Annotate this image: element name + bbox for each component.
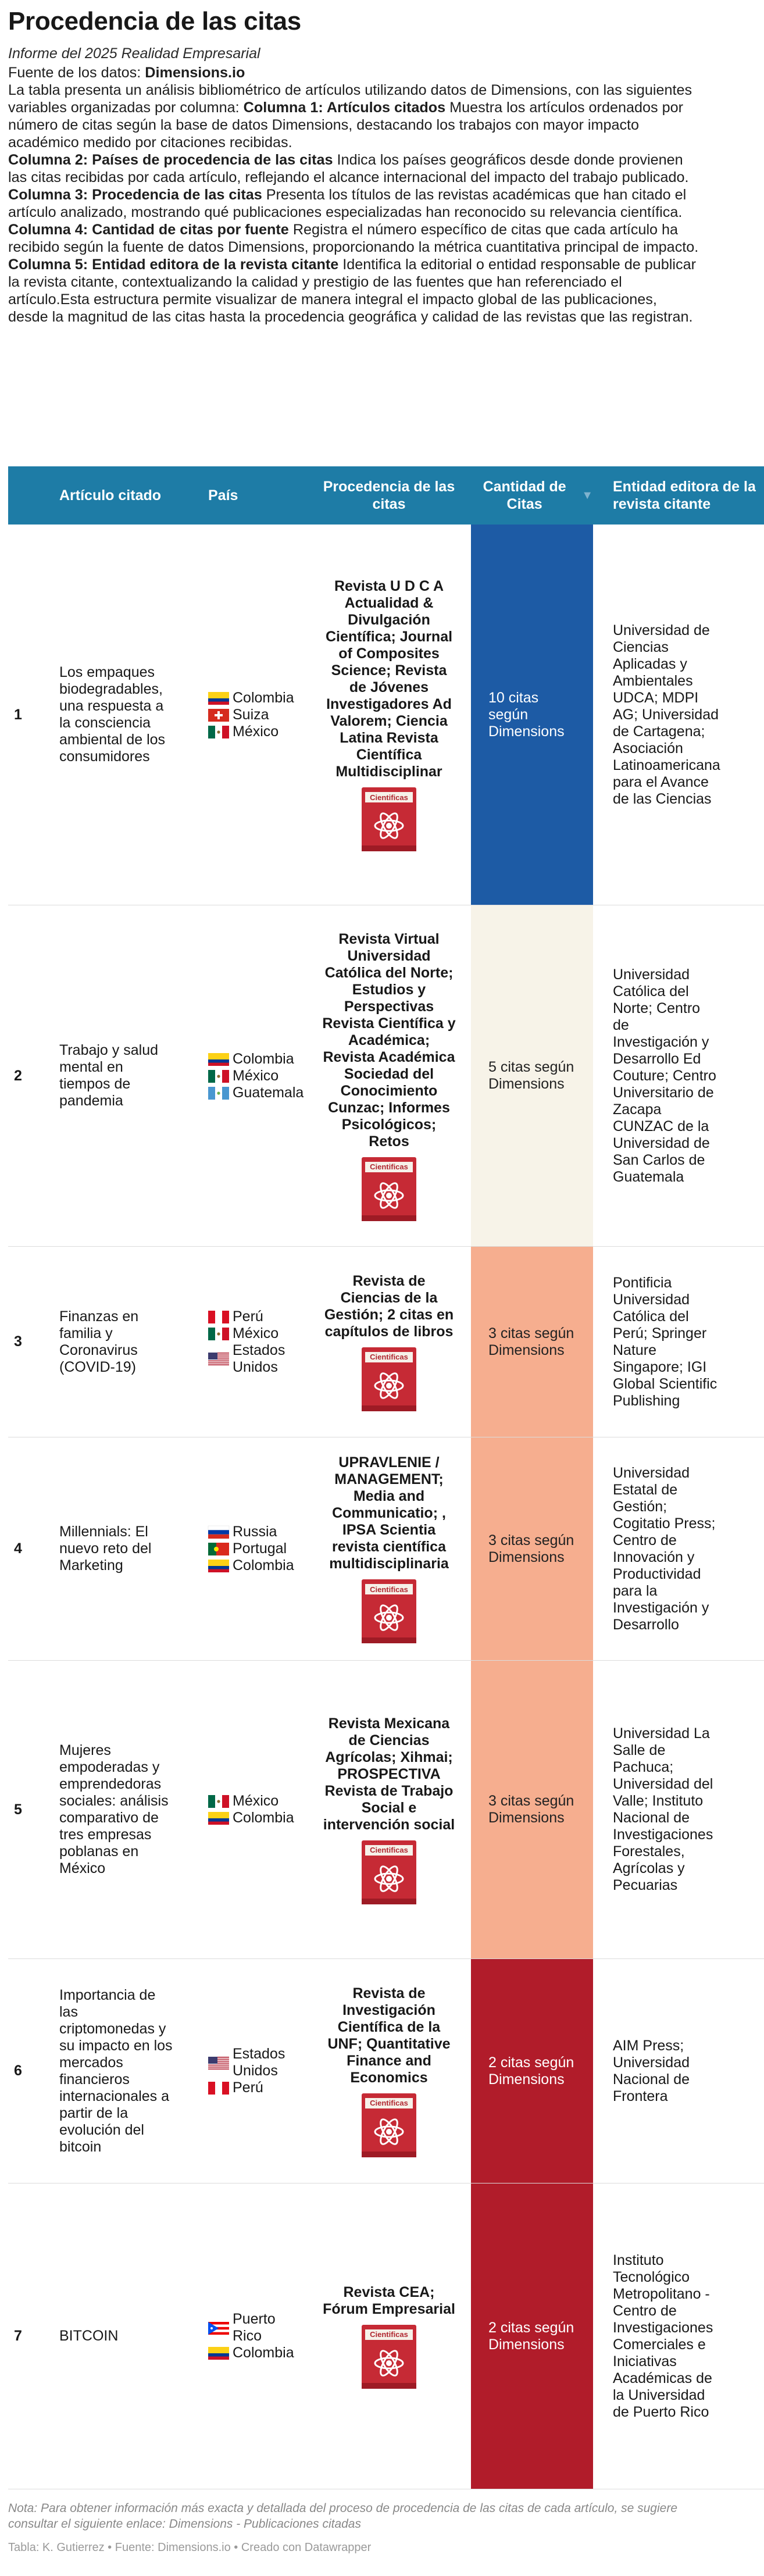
country-peru [208,1308,263,1325]
table-row [8,1247,764,1437]
table-row [8,1437,764,1661]
country-peru [208,2079,263,2096]
procedencia-text: Revista de Ciencias de la Gestión; 2 citas en capítulos de libros [324,1272,454,1340]
entidad-editora: Universidad Católica del Norte; Centro de Investigación y Desarrollo Ed Couture; Centro Universitario de Zacapa CUNZAC de la Universidad de San Carlos de Guatemala [613,966,716,1185]
atom-icon [372,2346,406,2381]
procedencia-cell [322,1959,456,2183]
source-label: Fuente de los datos: [8,65,141,81]
country-name: Colombia [233,1050,294,1067]
country-suiza [208,707,269,723]
cientificas-badge-icon[interactable] [362,787,416,851]
procedencia-cell [322,1247,456,1437]
paises-cell [208,1959,295,2183]
peru-flag-icon [208,2079,233,2096]
cantidad-text: 3 citas según Dimensions [488,1325,574,1358]
country-mexico [208,1325,279,1342]
cientificas-badge-icon[interactable] [362,2093,416,2157]
cantidad-cell [471,1959,593,2183]
table-row [8,1661,764,1959]
peru-flag-icon [208,1308,233,1325]
badge-label: Cientificas [365,2098,413,2108]
country-name: Colombia [233,1810,294,1826]
articulo-citado: Importancia de las criptomonedas y su impacto en los mercados financieros internacionales a partir de la evolución del bitcoin [59,1986,173,2155]
cantidad-text: 2 citas según Dimensions [488,2319,574,2353]
procedencia-text: Revista Mexicana de Ciencias Agrícolas; Xihmai; PROSPECTIVA Revista de Trabajo Social e intervención social [323,1715,455,1833]
intro-col3 [8,186,700,221]
countries-list [208,2311,300,2361]
countries-list [208,1524,300,1574]
procedencia-text: UPRAVLENIE / MANAGEMENT; Media and Communicatio; , IPSA Scientia revista científica multidisciplinaria [329,1454,449,1572]
puertorico-flag-icon [208,2320,233,2336]
articulo-citado: Millennials: El nuevo reto del Marketing [59,1524,152,1574]
country-usa [208,2046,290,2079]
sort-desc-icon: ▼ [581,489,593,502]
intro-paragraph [8,81,700,151]
procedencia-text: Revista Virtual Universidad Católica del Norte; Estudios y Perspectivas Revista Científica y Académica; Revista Académica Sociedad del Conocimiento Cunzac; Informes Psicológicos; Retos [322,930,456,1150]
mexico-flag-icon [208,1325,233,1342]
colombia-flag-icon [208,690,233,707]
cientificas-badge-icon[interactable] [362,1579,416,1643]
country-name: Perú [233,2079,263,2096]
country-name: Puerto Rico [233,2311,276,2344]
articulo-citado: Trabajo y salud mental en tiempos de pandemia [59,1042,158,1109]
suiza-flag-icon [208,707,233,723]
mexico-flag-icon [208,1068,233,1084]
country-name: México [233,1325,279,1341]
country-mexico [208,1793,279,1810]
country-name: Colombia [233,689,294,706]
procedencia-cell [322,525,456,905]
header-procedencia[interactable]: Procedencia de las citas [323,479,455,512]
articulo-citado: Mujeres empoderadas y emprendedoras sociales: análisis comparativo de tres empresas poblanas en México [59,1742,169,1876]
country-mexico [208,1068,279,1084]
cantidad-cell [471,1661,593,1958]
colombia-flag-icon [208,1810,233,1826]
country-name: Colombia [233,1557,294,1574]
country-colombia [208,1051,294,1068]
cantidad-cell [471,905,593,1246]
country-guatemala [208,1084,304,1101]
mexico-flag-icon [208,1793,233,1810]
row-number: 2 [14,1067,22,1084]
countries-list [208,1051,309,1101]
intro-col4-text: Registra el número específico de citas que cada artículo ha recibido según la fuente de datos Dimensions, proporcionando la métrica cuantitativa principal de impacto. [8,222,699,255]
country-name: Russia [233,1524,277,1540]
country-colombia [208,1810,294,1826]
intro-col1-label: Columna 1: Artículos citados [243,99,446,116]
intro-col4-label: Columna 4: Cantidad de citas por fuente [8,222,289,238]
cientificas-badge-icon[interactable] [362,1157,416,1221]
atom-icon [372,2114,406,2149]
intro-col5 [8,256,700,326]
cientificas-badge-icon[interactable] [362,1347,416,1411]
subtitle: Informe del 2025 Realidad Empresarial [8,45,260,62]
badge-label: Cientificas [365,1584,413,1594]
country-usa [208,1342,290,1376]
country-puertorico [208,2311,294,2345]
citations-table [8,466,756,2489]
country-name: México [233,1067,279,1084]
colombia-flag-icon [208,2345,233,2361]
badge-label: Cientificas [365,2329,413,2340]
credit-line: Tabla: K. Gutierrez • Fuente: Dimensions.io • Creado con Datawrapper [8,2541,372,2554]
cientificas-badge-icon[interactable] [362,1840,416,1904]
country-colombia [208,690,294,707]
entidad-editora: Universidad La Salle de Pachuca; Universidad del Valle; Instituto Nacional de Investigaciones Forestales, Agrícolas y Pecuarias [613,1725,713,1893]
badge-label: Cientificas [365,792,413,802]
articulo-citado: Finanzas en familia y Coronavirus (COVID-19) [59,1308,139,1375]
row-number: 6 [14,2063,22,2079]
countries-list [208,2046,295,2096]
cantidad-text: 2 citas según Dimensions [488,2054,574,2088]
country-name: México [233,1793,279,1809]
country-colombia [208,1557,294,1574]
intro-col2 [8,151,700,186]
usa-flag-icon [208,1350,233,1367]
colombia-flag-icon [208,1051,233,1068]
country-russia [208,1524,277,1540]
header-pais[interactable]: País [208,487,238,504]
row-number: 3 [14,1333,22,1350]
country-name: Portugal [233,1540,287,1557]
countries-list [208,1308,295,1376]
country-name: Estados Unidos [233,2046,285,2079]
intro-col3-label: Columna 3: Procedencia de las citas [8,187,262,203]
country-name: Suiza [233,706,269,723]
cantidad-text: 3 citas según Dimensions [488,1532,574,1565]
cantidad-text: 5 citas según Dimensions [488,1059,574,1092]
paises-cell [208,2183,295,2489]
table-row [8,525,764,905]
cantidad-cell [471,1437,593,1660]
procedencia-cell [322,1437,456,1660]
intro-col1-text: Muestra los artículos ordenados por número de citas según la base de datos Dimensions, destacando los trabajos con mayor impacto académico medido por citaciones recibidas. [8,99,683,151]
intro-col5-label: Columna 5: Entidad editora de la revista citante [8,256,339,273]
intro-col3-text: Presenta los títulos de las revistas académicas que han citado el artículo analizado, mostrando qué publicaciones especializadas han reconocido su relevancia científica. [8,187,687,220]
source-line [8,64,700,81]
header-articulo[interactable]: Artículo citado [59,487,162,504]
cantidad-cell [471,1247,593,1437]
entidad-editora: Instituto Tecnológico Metropolitano - Centro de Investigaciones Comerciales e Iniciativas Académicas de la Universidad de Puerto Rico [613,2252,713,2420]
country-name: Estados Unidos [233,1341,285,1375]
country-name: Colombia [233,2345,294,2361]
cantidad-cell [471,525,593,905]
colombia-flag-icon [208,1557,233,1574]
entidad-editora: Pontificia Universidad Católica del Perú; Springer Nature Singapore; IGI Global Scientific Publishing [613,1274,717,1409]
paises-cell [208,1661,295,1958]
procedencia-cell [322,1661,456,1958]
paises-cell [208,525,295,905]
country-name: Perú [233,1308,263,1325]
paises-cell [208,1247,295,1437]
page [8,0,756,2576]
procedencia-cell [322,2183,456,2489]
procedencia-text: Revista de Investigación Científica de la UNF; Quantitative Finance and Economics [327,1985,451,2086]
entidad-editora: Universidad Estatal de Gestión; Cogitatio Press; Centro de Innovación y Productividad para la Investigación y Desarrollo [613,1464,716,1633]
articulo-citado: BITCOIN [59,2328,119,2344]
procedencia-text: Revista U D C A Actualidad & Divulgación Científica; Journal of Composites Science; Revista de Jóvenes Investigadores Ad Valorem; Ciencia Latina Revista Científica Multidisciplinar [325,578,453,780]
atom-icon [372,1178,406,1213]
entidad-editora: AIM Press; Universidad Nacional de Frontera [613,2037,690,2104]
countries-list [208,1793,300,1826]
table-row [8,1959,764,2183]
usa-flag-icon [208,2054,233,2071]
cantidad-text: 10 citas según Dimensions [488,689,565,740]
intro-col4 [8,221,700,256]
country-name: Guatemala [233,1084,304,1101]
country-name: México [233,723,279,740]
russia-flag-icon [208,1524,233,1540]
guatemala-flag-icon [208,1084,233,1101]
header-cantidad-label: Cantidad de Citas [483,479,566,512]
intro-lead: La tabla presenta un análisis bibliométrico de artículos utilizando datos de Dimensions, con las siguientes variables organizadas por columna: [8,82,692,116]
intro-col5-text: Identifica la editorial o entidad responsable de publicar la revista citante, contextualizando la calidad y prestigio de las fuentes que han referenciado el artículo.Esta estructura permite visualizar de manera integral el impacto global de las publicaciones, desde la magnitud de las citas hasta la procedencia geográfica y calidad de las revistas que las registran. [8,256,696,325]
cantidad-text: 3 citas según Dimensions [488,1793,574,1826]
intro-col2-label: Columna 2: Países de procedencia de las citas [8,152,333,168]
countries-list [208,690,300,740]
table-row [8,905,764,1247]
intro-col2-text: Indica los países geográficos desde donde provienen las citas recibidas por cada artículo, reflejando el alcance internacional del impacto del trabajo publicado. [8,152,689,185]
country-mexico [208,723,279,740]
table-row [8,2183,764,2489]
page-title: Procedencia de las citas [8,7,301,35]
atom-icon [372,1600,406,1635]
badge-label: Cientificas [365,1845,413,1856]
cientificas-badge-icon[interactable] [362,2325,416,2389]
procedencia-text: Revista CEA; Fórum Empresarial [323,2284,455,2317]
country-portugal [208,1540,287,1557]
atom-icon [372,808,406,843]
atom-icon [372,1368,406,1403]
row-number: 4 [14,1540,22,1557]
row-number: 7 [14,2328,22,2344]
atom-icon [372,1861,406,1896]
row-number: 5 [14,1801,22,1818]
intro-text [8,64,700,326]
badge-label: Cientificas [365,1352,413,1362]
source-name: Dimensions.io [145,65,245,81]
articulo-citado: Los empaques biodegradables, una respuesta a la consciencia ambiental de los consumidores [59,664,166,765]
paises-cell [208,1437,295,1660]
header-entidad[interactable]: Entidad editora de la revista citante [613,479,756,512]
paises-cell [208,905,304,1246]
procedencia-cell [322,905,456,1246]
entidad-editora: Universidad de Ciencias Aplicadas y Ambientales UDCA; MDPI AG; Universidad de Cartagena; Asociación Latinoamericana para el Avance de las Ciencias [613,622,720,807]
row-number: 1 [14,706,22,723]
portugal-flag-icon [208,1540,233,1557]
badge-label: Cientificas [365,1162,413,1172]
table-header [8,466,764,525]
header-cantidad[interactable] [471,466,593,525]
country-colombia [208,2345,294,2361]
footnote: Nota: Para obtener información más exacta y detallada del proceso de procedencia de las citas de cada artículo, se sugiere consultar el siguiente enlace: Dimensions - Publicaciones citadas [8,2502,678,2531]
cantidad-cell [471,2183,593,2489]
mexico-flag-icon [208,723,233,740]
